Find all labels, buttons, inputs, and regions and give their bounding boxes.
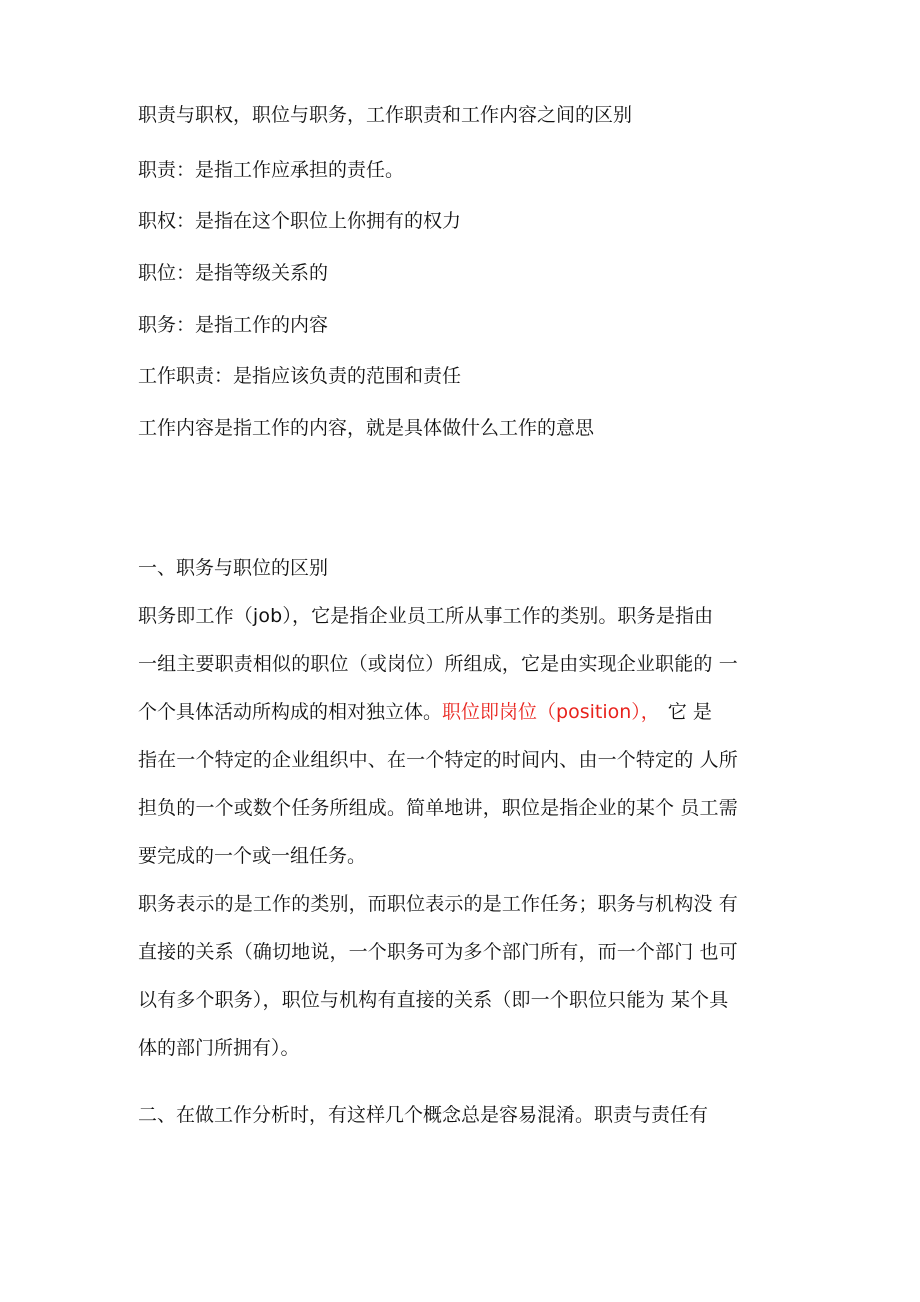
paragraph-line-mixed [138, 700, 712, 724]
paragraph-line: 职务表示的是工作的类别，而职位表示的是工作任务；职务与机构没 有 [138, 893, 738, 915]
definition-line: 职权：是指在这个职位上你拥有的权力 [138, 210, 462, 232]
definition-line: 工作职责：是指应该负责的范围和责任 [138, 365, 462, 387]
paragraph-line: 职务即工作（job），它是指企业员工所从事工作的类别。职务是指由 [138, 605, 714, 627]
definition-line: 职务：是指工作的内容 [138, 314, 329, 336]
definition-line: 职位：是指等级关系的 [138, 262, 329, 284]
document-title: 职责与职权，职位与职务，工作职责和工作内容之间的区别 [138, 104, 633, 126]
paragraph-line: 以有多个职务），职位与机构有直接的关系（即一个职位只能为 某个具 [138, 989, 729, 1011]
section-heading: 二、在做工作分析时，有这样几个概念总是容易混淆。职责与责任有 [138, 1104, 709, 1126]
paragraph-line: 要完成的一个或一组任务。 [138, 845, 367, 867]
definition-line: 工作内容是指工作的内容，就是具体做什么工作的意思 [138, 417, 595, 439]
definition-line: 职责：是指工作应承担的责任。 [138, 159, 405, 181]
paragraph-line: 一组主要职责相似的职位（或岗位）所组成，它是由实现企业职能的 一 [138, 653, 738, 675]
paragraph-line: 担负的一个或数个任务所组成。简单地讲，职位是指企业的某个 员工需 [138, 797, 738, 819]
paragraph-text: 个个具体活动所构成的相对独立体。 [138, 701, 443, 723]
paragraph-line: 体的部门所拥有）。 [138, 1037, 300, 1059]
paragraph-text: 它 是 [667, 701, 712, 723]
section-heading: 一、职务与职位的区别 [138, 557, 329, 579]
highlighted-definition: 职位即岗位（position）， [442, 701, 660, 723]
paragraph-line: 指在一个特定的企业组织中、在一个特定的时间内、由一个特定的 人所 [138, 749, 738, 771]
paragraph-line: 直接的关系（确切地说，一个职务可为多个部门所有，而一个部门 也可 [138, 941, 738, 963]
